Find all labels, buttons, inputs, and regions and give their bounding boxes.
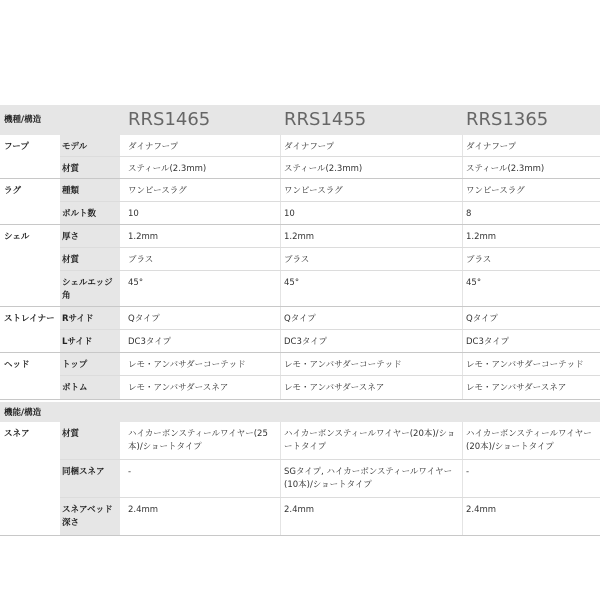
value-cell: Qタイプ xyxy=(128,314,160,324)
column-divider xyxy=(462,271,463,307)
spec-row-head-bottom xyxy=(0,376,600,400)
value-cell: 8 xyxy=(466,209,472,219)
spec-row-lug-type xyxy=(0,179,600,202)
sub-label: スネアベッド深さ xyxy=(62,505,113,528)
sub-label-cell xyxy=(60,422,120,460)
group-label-strainer: ストレイナー xyxy=(4,314,55,324)
value-cell: レモ・アンバサダーコーテッド xyxy=(284,360,402,370)
value-cell: 1.2mm xyxy=(128,232,159,242)
sub-label-cell xyxy=(60,202,120,225)
column-divider xyxy=(280,498,281,536)
sub-label-cell xyxy=(60,225,120,248)
value-cell: ハイカーボンスティールワイヤー(20本)/ショートタイプ xyxy=(284,429,456,452)
sub-label: Lサイド xyxy=(62,337,93,347)
value-cell: スティール(2.3mm) xyxy=(466,164,545,174)
sub-label-cell xyxy=(60,271,120,307)
value-cell: ダイナフープ xyxy=(466,142,517,152)
sub-label-cell xyxy=(60,179,120,202)
sub-label: 種類 xyxy=(62,186,80,196)
column-divider xyxy=(462,307,463,330)
sub-label-cell xyxy=(60,307,120,330)
value-cell: レモ・アンバサダーコーテッド xyxy=(128,360,246,370)
spec-row-shell-material xyxy=(0,248,600,271)
value-cell: DC3タイプ xyxy=(284,337,327,347)
group-label-head: ヘッド xyxy=(4,360,30,370)
sub-label: ボルト数 xyxy=(62,209,97,219)
section-header-function xyxy=(0,402,600,422)
column-divider xyxy=(280,225,281,248)
value-cell: ダイナフープ xyxy=(128,142,179,152)
value-cell: Qタイプ xyxy=(284,314,316,324)
column-divider xyxy=(462,157,463,179)
group-divider xyxy=(0,399,600,400)
sub-label: 同梱スネア xyxy=(62,467,105,477)
group-label-snare: スネア xyxy=(4,429,30,439)
value-cell: ハイカーボンスティールワイヤー(20本)/ショートタイプ xyxy=(466,429,592,452)
value-cell: 2.4mm xyxy=(284,505,315,515)
value-cell: DC3タイプ xyxy=(466,337,509,347)
column-divider xyxy=(280,422,281,460)
value-cell: ブラス xyxy=(284,255,310,265)
column-divider xyxy=(462,498,463,536)
value-cell: 45° xyxy=(466,278,482,288)
value-cell: SGタイプ, ハイカーボンスティールワイヤー(10本)/ショートタイプ xyxy=(284,467,453,490)
group-label-shell: シェル xyxy=(4,232,30,242)
column-divider xyxy=(462,330,463,353)
column-divider xyxy=(280,271,281,307)
value-cell: - xyxy=(128,467,132,477)
sub-label-cell xyxy=(60,353,120,376)
value-cell: ブラス xyxy=(466,255,492,265)
value-cell: 2.4mm xyxy=(466,505,497,515)
column-divider xyxy=(280,135,281,157)
column-divider xyxy=(280,330,281,353)
spec-row-snare-bed xyxy=(0,498,600,536)
column-divider xyxy=(462,376,463,400)
column-divider xyxy=(280,376,281,400)
column-divider xyxy=(462,353,463,376)
model-name-3: RRS1365 xyxy=(466,109,549,130)
column-divider xyxy=(280,179,281,202)
value-cell: 10 xyxy=(284,209,295,219)
column-divider xyxy=(280,157,281,179)
sub-label: Rサイド xyxy=(62,314,94,324)
value-cell: 45° xyxy=(284,278,300,288)
column-divider xyxy=(462,135,463,157)
section-header-label: 機種/構造 xyxy=(4,115,42,125)
value-cell: レモ・アンバサダースネア xyxy=(284,383,385,393)
model-name-2: RRS1455 xyxy=(284,109,367,130)
sub-label-cell xyxy=(60,135,120,157)
column-divider xyxy=(280,353,281,376)
spec-row-strainer-l xyxy=(0,330,600,353)
spec-row-head-top xyxy=(0,353,600,376)
spec-row-shell-thickness xyxy=(0,225,600,248)
spec-row-strainer-r xyxy=(0,307,600,330)
spec-row-snare-material xyxy=(0,422,600,460)
value-cell: ワンピースラグ xyxy=(466,186,525,196)
sub-label-cell xyxy=(60,157,120,179)
sub-label: 材質 xyxy=(62,164,80,174)
model-name-1: RRS1465 xyxy=(128,109,211,130)
sub-label-cell xyxy=(60,376,120,400)
spec-row-shell-edge xyxy=(0,271,600,307)
sub-label: シェルエッジ角 xyxy=(62,278,113,301)
value-cell: 2.4mm xyxy=(128,505,159,515)
column-divider xyxy=(462,225,463,248)
spec-table xyxy=(0,105,600,536)
sub-label-cell xyxy=(60,498,120,536)
value-cell: ワンピースラグ xyxy=(128,186,187,196)
column-divider xyxy=(280,248,281,271)
column-divider xyxy=(280,460,281,498)
sub-label-cell xyxy=(60,330,120,353)
column-divider xyxy=(462,460,463,498)
value-cell: ダイナフープ xyxy=(284,142,335,152)
column-divider xyxy=(462,248,463,271)
sub-label-cell xyxy=(60,460,120,498)
group-label-hoop: フープ xyxy=(4,142,29,152)
group-label-lug: ラグ xyxy=(4,186,22,196)
column-divider xyxy=(462,422,463,460)
spec-row-hoop-material xyxy=(0,157,600,179)
value-cell: 45° xyxy=(128,278,144,288)
column-divider xyxy=(462,179,463,202)
value-cell: ハイカーボンスティールワイヤー(25本)/ショートタイプ xyxy=(128,429,268,452)
value-cell: 1.2mm xyxy=(284,232,315,242)
column-divider xyxy=(280,202,281,225)
section-header-label: 機能/構造 xyxy=(4,408,42,418)
column-divider xyxy=(280,307,281,330)
value-cell: レモ・アンバサダースネア xyxy=(466,383,567,393)
value-cell: ブラス xyxy=(128,255,154,265)
value-cell: 10 xyxy=(128,209,139,219)
value-cell: - xyxy=(466,467,470,477)
spec-row-snare-included xyxy=(0,460,600,498)
group-divider xyxy=(0,535,600,536)
spec-row-lug-bolts xyxy=(0,202,600,225)
sub-label: トップ xyxy=(62,360,88,370)
value-cell: Qタイプ xyxy=(466,314,498,324)
header-background xyxy=(0,402,600,422)
value-cell: ワンピースラグ xyxy=(284,186,343,196)
value-cell: スティール(2.3mm) xyxy=(284,164,363,174)
sub-label: 材質 xyxy=(62,429,80,439)
sub-label: モデル xyxy=(62,142,88,152)
value-cell: レモ・アンバサダーコーテッド xyxy=(466,360,584,370)
column-divider xyxy=(462,202,463,225)
value-cell: DC3タイプ xyxy=(128,337,171,347)
spec-row-hoop-model xyxy=(0,135,600,157)
sub-label: 材質 xyxy=(62,255,80,265)
value-cell: スティール(2.3mm) xyxy=(128,164,207,174)
value-cell: レモ・アンバサダースネア xyxy=(128,383,229,393)
value-cell: 1.2mm xyxy=(466,232,497,242)
sub-label: ボトム xyxy=(62,383,88,393)
sub-label-cell xyxy=(60,248,120,271)
section-header-structure xyxy=(0,105,600,135)
sub-label: 厚さ xyxy=(62,232,80,242)
